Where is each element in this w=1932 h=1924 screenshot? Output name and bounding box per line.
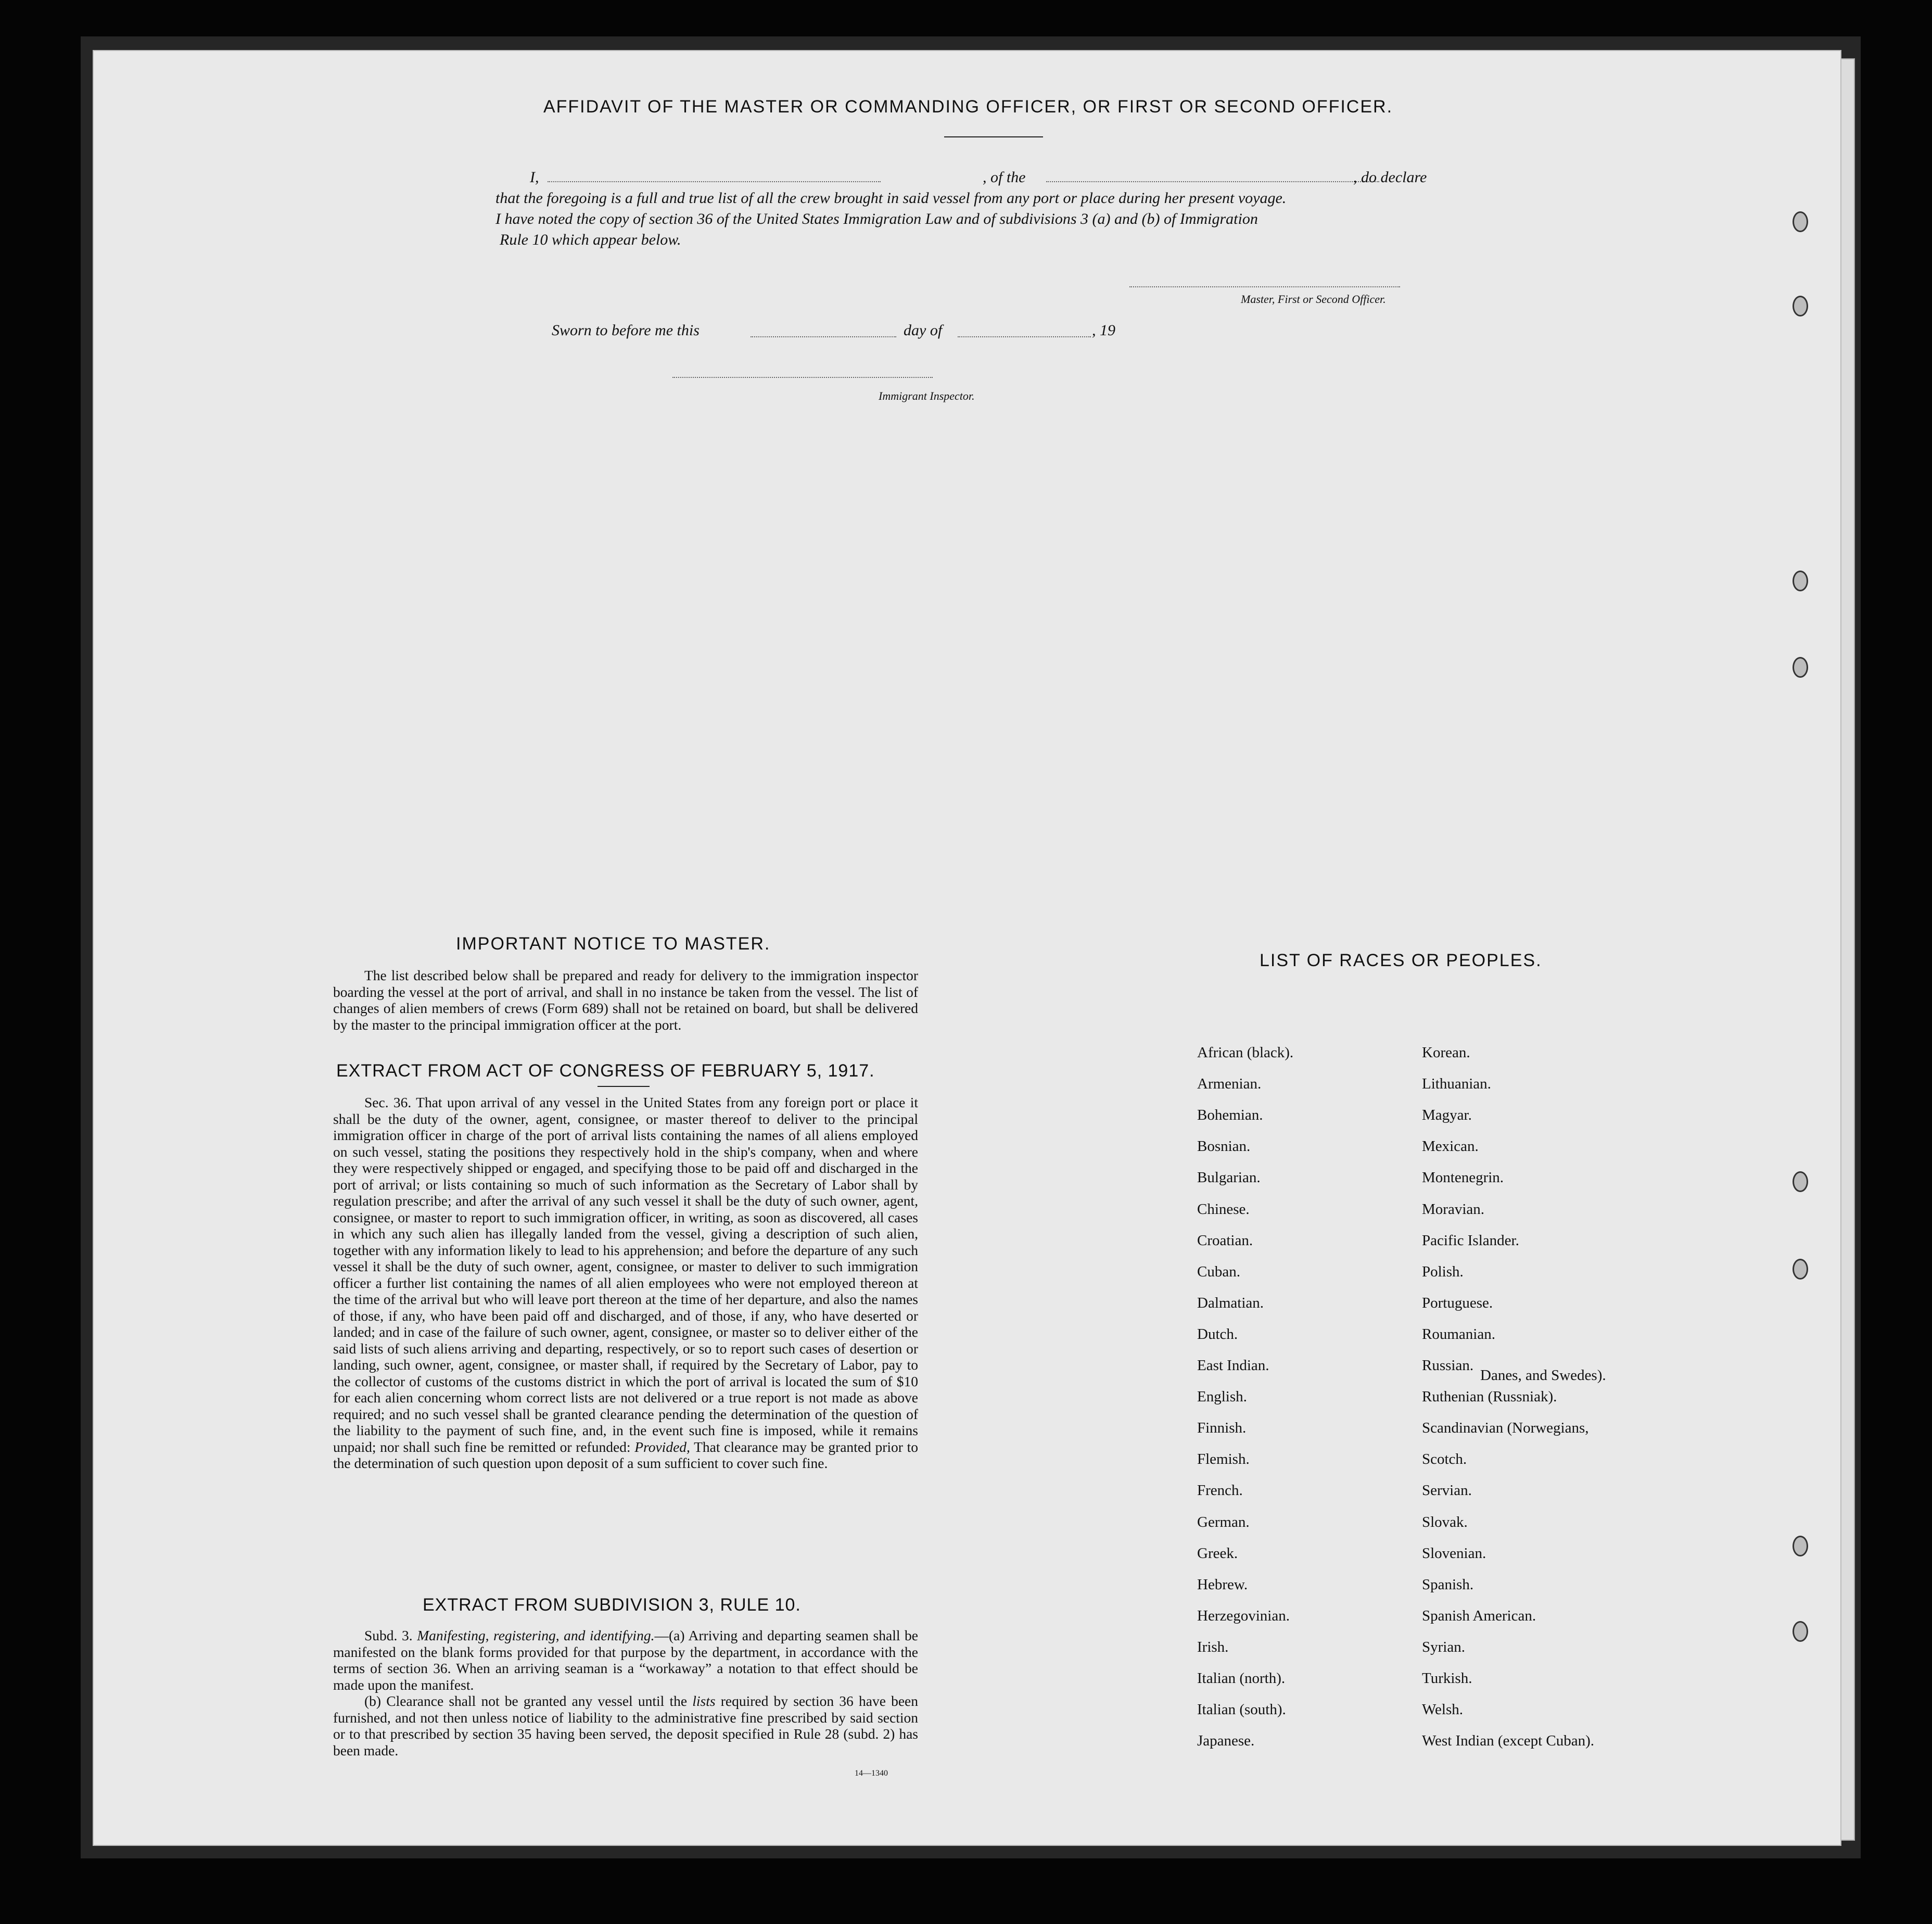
affidavit-line-4: Rule 10 which appear below. [500,231,681,248]
race-item-right: Slovak. [1422,1514,1468,1530]
race-item-right: Slovenian. [1422,1545,1486,1562]
sworn-month-blank[interactable] [958,336,1091,337]
race-item-right: Spanish. [1422,1576,1474,1593]
affidavit-i: I, [530,169,539,186]
race-item-left: Hebrew. [1197,1576,1248,1593]
race-item-right: West Indian (except Cuban). [1422,1732,1595,1749]
race-item-left: Cuban. [1197,1263,1240,1280]
races-title: LIST OF RACES OR PEOPLES. [1260,951,1542,970]
provided-word: Provided, [634,1438,690,1455]
binder-hole [1793,1536,1808,1556]
officer-signature-caption: Master, First or Second Officer. [1241,293,1386,306]
race-item-left: Chinese. [1197,1201,1250,1218]
race-right-continuation: Danes, and Swedes). [1480,1367,1606,1384]
sec-36-text: That upon arrival of any vessel in the United States from any foreign port or place it shall be the duty of the owner, agent, consignee, or master thereof to deliver to the principal immigration officer in charge of the port of arrival lists containing the names of all aliens employed on such vessel, stating the positions they respectively hold in the ship's company, when and where they were respectively shipped or engaged, and specifying those to be paid off and discharged in the port of arrival; or lists containing so much of such information as the Secretary of Labor shall by regulation prescribe; and after the arrival of any such vessel it shall be the duty of such owner, agent, consignee, or master to report to such immigration officer, in writing, as soon as discovered, all cases in which any such alien has illegally landed from the vessel, giving a description of such alien, together with any information likely to lead to his apprehension; and before the departure of any such vessel it shall be the duty of such owner, agent, consignee, or master to deliver to such immigration officer a further list containing the names of all alien employees who were not employed thereon at the time of the arrival but who will leave port thereon at the time of her departure, and also the names of those, if any, who have been paid off and discharged, and of those, if any, who have deserted or landed; and in case of the failure of such owner, agent, consignee, or master so to deliver either of the said lists of such aliens arriving and departing, respectively, or so to report such cases of desertion or landing, such owner, agent, consignee, or master shall, if required by the Secretary of Labor, pay to the collector of customs of the customs district in which the port of arrival is located the sum of $10 for each alien concerning whom correct lists are not delivered or a true report is not made as above required; and no such vessel shall be granted clearance pending the determination of the question of the liability to the payment of such fine, and, in the event such fine is imposed, while it remains unpaid; nor shall such fine be remitted or refunded: [333,1094,918,1455]
para-b-2: required by section 36 have been furnished, and not then unless notice of liability to the administrative fine prescribed by said section or to that prescribed by section 35 having been served, the deposit specified in Rule 28 (subd. 2) has been made. [333,1693,918,1758]
race-item-left: Bohemian. [1197,1107,1263,1123]
race-item-left: African (black). [1197,1044,1294,1061]
race-item-left: English. [1197,1388,1247,1405]
race-item-left: Italian (south). [1197,1701,1286,1718]
race-item-right: Ruthenian (Russniak). [1422,1388,1557,1405]
document-page [93,50,1841,1846]
race-item-right: Lithuanian. [1422,1075,1491,1092]
binder-hole [1793,1171,1808,1192]
race-item-right: Pacific Islander. [1422,1232,1519,1249]
binder-hole [1793,571,1808,591]
race-item-left: Irish. [1197,1639,1229,1655]
binder-hole [1793,1621,1808,1642]
race-item-left: Bosnian. [1197,1138,1251,1155]
race-item-left: Italian (north). [1197,1670,1286,1687]
race-item-left: Croatian. [1197,1232,1253,1249]
master-name-blank[interactable] [548,181,881,182]
race-item-right: Turkish. [1422,1670,1472,1687]
sworn-day-blank[interactable] [751,336,896,337]
title-underline [944,136,1043,137]
affidavit-line-3: I have noted the copy of section 36 of the United States Immigration Law and of subdivisions 3 (a) and (b) of Immigration [495,210,1258,227]
rule-extract-block [333,1627,918,1758]
sec-36-label: Sec. 36. [364,1094,412,1110]
race-item-right: Moravian. [1422,1201,1484,1218]
race-item-right: Welsh. [1422,1701,1464,1718]
race-item-right: Polish. [1422,1263,1464,1280]
affidavit-line-2: that the foregoing is a full and true list of all the crew brought in said vessel from any port or place during her present voyage. [495,189,1287,207]
affidavit-title: AFFIDAVIT OF THE MASTER OR COMMANDING OFFICER, OR FIRST OR SECOND OFFICER. [543,97,1393,117]
affidavit-do-declare: , do declare [1353,169,1427,186]
para-b-1: (b) Clearance shall not be granted any vessel until the [364,1693,688,1709]
race-item-left: Herzegovinian. [1197,1607,1290,1624]
race-item-left: Armenian. [1197,1075,1262,1092]
race-item-left: French. [1197,1482,1243,1499]
sworn-year: , 19 [1092,322,1115,339]
officer-signature-blank[interactable] [1129,286,1400,287]
race-item-left: Flemish. [1197,1451,1250,1467]
act-title-underline [598,1086,650,1087]
race-item-right: Magyar. [1422,1107,1472,1123]
race-item-left: Japanese. [1197,1732,1255,1749]
race-item-right: Montenegrin. [1422,1169,1504,1186]
vessel-name-blank[interactable] [1046,181,1379,182]
rule-extract-title: EXTRACT FROM SUBDIVISION 3, RULE 10. [423,1595,801,1615]
binder-hole [1793,211,1808,232]
notice-text-block [333,967,918,1033]
race-item-left: Finnish. [1197,1420,1247,1436]
para-b-lists: lists [692,1693,716,1709]
subd-heading: Manifesting, registering, and identifying. [417,1627,655,1643]
race-item-left: German. [1197,1514,1250,1530]
notice-title: IMPORTANT NOTICE TO MASTER. [456,934,771,954]
notice-text: The list described below shall be prepared and ready for delivery to the immigration inspector boarding the vessel at the port of arrival, and shall in no instance be taken from the vessel. The list of changes of alien members of crews (Form 689) shall not be retained on board, but shall be delivered by the master to the principal immigration officer at the port. [333,967,918,1033]
race-item-right: Russian. [1422,1357,1474,1374]
race-item-left: Greek. [1197,1545,1238,1562]
inspector-caption: Immigrant Inspector. [879,389,975,402]
para-a: —(a) Arriving and departing seamen shall be manifested on the blank forms provided for that purpose by the department, in accordance with the terms of section 36. When an arriving seaman is a “workaway” a notation to that effect should be made upon the manifest. [333,1627,918,1693]
inspector-signature-blank[interactable] [672,377,933,378]
sec-36-text-end: That clearance may be granted prior to the determination of such question upon deposit of a sum sufficient to cover such fine. [333,1438,918,1471]
race-item-left: Dalmatian. [1197,1295,1264,1311]
race-item-right: Mexican. [1422,1138,1479,1155]
sworn-prefix: Sworn to before me this [552,322,700,339]
race-item-right: Scotch. [1422,1451,1467,1467]
act-extract-block [333,1094,918,1472]
race-item-right: Syrian. [1422,1639,1465,1655]
binder-hole [1793,1259,1808,1280]
race-item-left: Dutch. [1197,1326,1238,1343]
race-item-left: East Indian. [1197,1357,1269,1374]
race-item-left: Bulgarian. [1197,1169,1261,1186]
binder-hole [1793,296,1808,317]
race-item-right: Servian. [1422,1482,1472,1499]
race-item-right: Korean. [1422,1044,1470,1061]
subd-label: Subd. 3. [364,1627,413,1643]
race-item-right: Spanish American. [1422,1607,1536,1624]
race-item-right: Scandinavian (Norwegians, [1422,1420,1589,1436]
sworn-day-of: day of [904,322,943,339]
act-extract-title: EXTRACT FROM ACT OF CONGRESS OF FEBRUARY 5, 1917. [336,1061,875,1081]
affidavit-of-the: , of the [983,169,1026,186]
binder-hole [1793,657,1808,678]
race-item-right: Roumanian. [1422,1326,1495,1343]
form-number: 14—1340 [855,1769,888,1778]
race-item-right: Portuguese. [1422,1295,1493,1311]
